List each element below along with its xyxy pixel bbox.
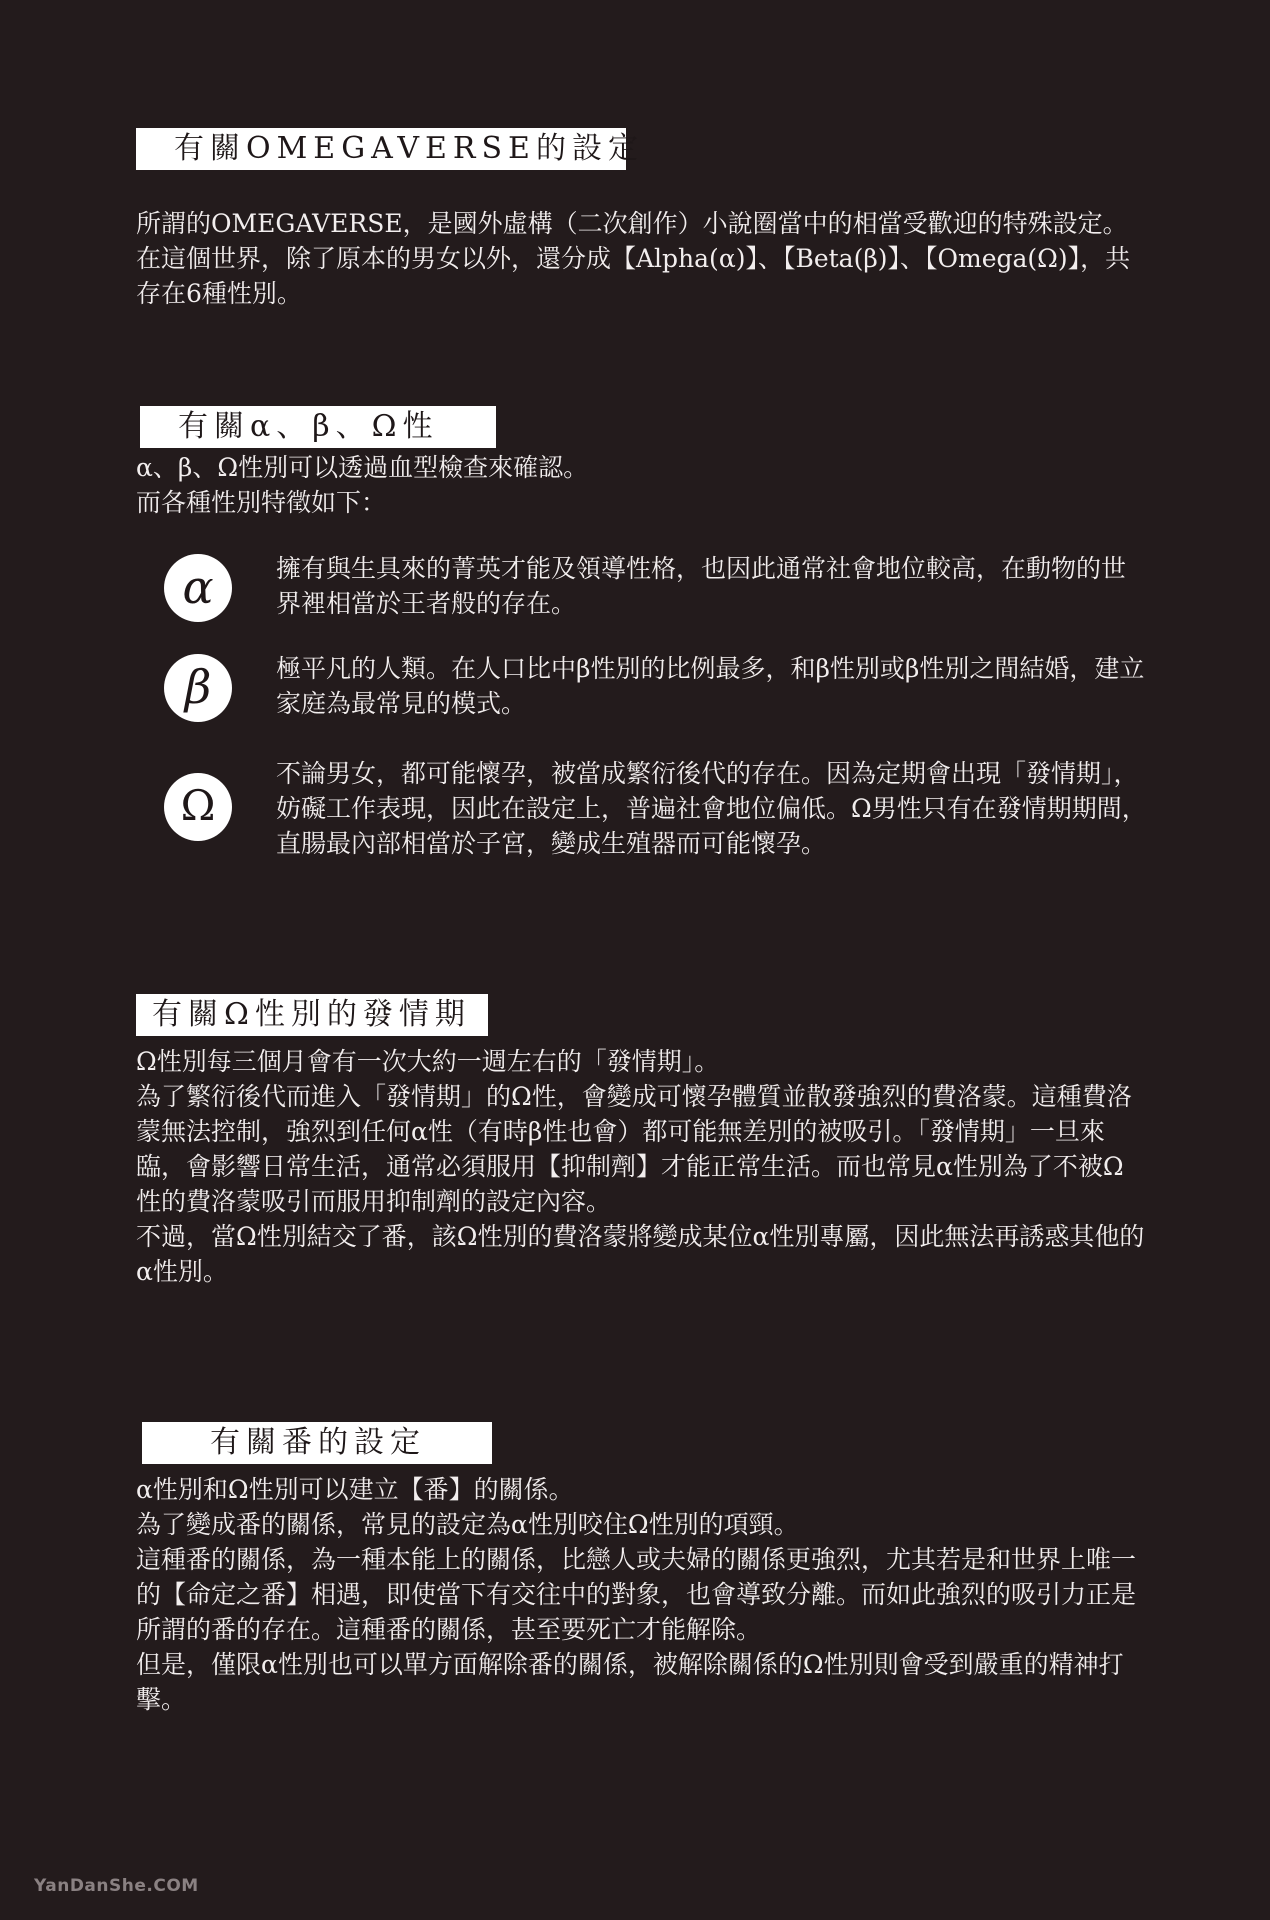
beta-icon: β bbox=[164, 654, 232, 722]
section-paragraph: α性別和Ω性別可以建立【番】的關係。 bbox=[136, 1475, 574, 1504]
section-paragraph: 所謂的OMEGAVERSE，是國外虛構（二次創作）小說圈當中的相當受歡迎的特殊設定。在這個世界，除了原本的男女以外，還分成【Alpha(α)】、【Beta(β)】、【Omega(Ω)】，共存在6種性別。 bbox=[136, 209, 1131, 308]
alpha-icon: α bbox=[164, 554, 232, 622]
trait-description: 不論男女，都可能懷孕，被當成繁衍後代的存在。因為定期會出現「發情期」，妨礙工作表現，因此在設定上，普遍社會地位偏低。Ω男性只有在發情期期間，直腸最內部相當於子宮，變成生殖器而可能懷孕。 bbox=[276, 759, 1147, 858]
section-paragraph: 但是，僅限α性別也可以單方面解除番的關係，被解除關係的Ω性別則會受到嚴重的精神打擊。 bbox=[136, 1650, 1124, 1714]
watermark: YanDanShe.COM bbox=[34, 1876, 199, 1896]
section-paragraph: α、β、Ω性別可以透過血型檢查來確認。 bbox=[136, 453, 589, 482]
section-paragraph: 這種番的關係，為一種本能上的關係，比戀人或夫婦的關係更強烈，尤其若是和世界上唯一的【命定之番】相遇，即使當下有交往中的對象，也會導致分離。而如此強烈的吸引力正是所謂的番的存在。這種番的關係，甚至要死亡才能解除。 bbox=[136, 1545, 1137, 1644]
section-paragraph: 為了變成番的關係，常見的設定為α性別咬住Ω性別的項頸。 bbox=[136, 1510, 799, 1539]
section-paragraph: 不過，當Ω性別結交了番，該Ω性別的費洛蒙將變成某位α性別專屬，因此無法再誘惑其他的α性別。 bbox=[136, 1222, 1145, 1286]
omega-icon: Ω bbox=[164, 773, 232, 841]
section-bond-setting bbox=[136, 1422, 1146, 1717]
section-paragraph: 而各種性別特徵如下： bbox=[136, 488, 387, 517]
section-heading: 有關OMEGAVERSE的設定 bbox=[136, 128, 626, 170]
section-paragraph: Ω性別每三個月會有一次大約一週左右的「發情期」。 bbox=[136, 1047, 720, 1076]
trait-description: 極平凡的人類。在人口比中β性別的比例最多，和β性別或β性別之間結婚，建立家庭為最常見的模式。 bbox=[276, 654, 1145, 718]
section-omegaverse-setting bbox=[136, 128, 1146, 311]
section-heading: 有關α、β、Ω性 bbox=[140, 406, 496, 448]
trait-description: 擁有與生具來的菁英才能及領導性格，也因此通常社會地位較高，在動物的世界裡相當於王者般的存在。 bbox=[276, 554, 1127, 618]
section-heading: 有關番的設定 bbox=[142, 1422, 492, 1464]
section-paragraph: 為了繁衍後代而進入「發情期」的Ω性，會變成可懷孕體質並散發強烈的費洛蒙。這種費洛蒙無法控制，強烈到任何α性（有時β性也會）都可能無差別的被吸引。「發情期」一旦來臨，會影響日常生活，通常必須服用【抑制劑】才能正常生活。而也常見α性別為了不被Ω性的費洛蒙吸引而服用抑制劑的設定內容。 bbox=[136, 1082, 1132, 1216]
section-heat-period bbox=[136, 994, 1146, 1289]
section-heading: 有關Ω性別的發情期 bbox=[136, 994, 488, 1036]
section-gender-types bbox=[136, 406, 1147, 858]
